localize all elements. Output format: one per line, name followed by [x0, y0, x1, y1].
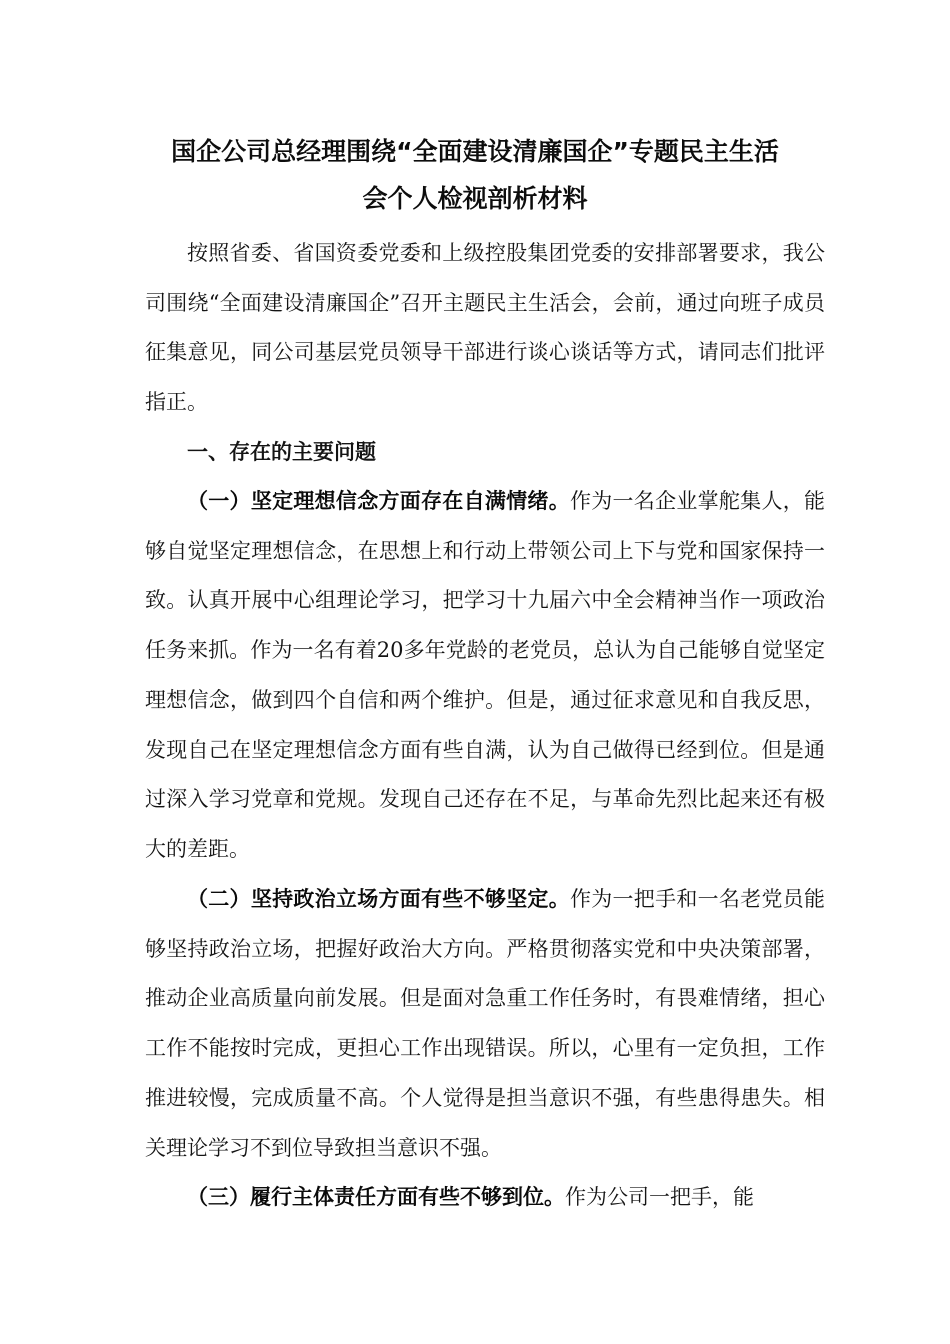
item-heading-3: （三）履行主体责任方面有些不够到位。	[187, 1185, 565, 1209]
item-paragraph-2	[145, 875, 825, 1173]
document-title-line-2: 会个人检视剖析材料	[362, 184, 588, 213]
intro-paragraph: 按照省委、省国资委党委和上级控股集团党委的安排部署要求，我公司围绕“全面建设清廉国企”召开主题民主生活会，会前，通过向班子成员征集意见，同公司基层党员领导干部进行谈心谈话等方式，请同志们批评指正。	[145, 241, 825, 415]
item-heading-2: （二）坚持政治立场方面有些不够坚定。	[187, 887, 570, 911]
item-paragraph-1	[145, 477, 825, 875]
item-heading-1: （一）坚定理想信念方面存在自满情绪。	[187, 489, 570, 513]
section-heading	[145, 428, 825, 478]
item-paragraph-3	[145, 1173, 825, 1223]
item-body-2: 作为一把手和一名老党员能够坚持政治立场，把握好政治大方向。严格贯彻落实党和中央决策部署，推动企业高质量向前发展。但是面对急重工作任务时，有畏难情绪，担心工作不能按时完成，更担心工作出现错误。所以，心里有一定负担，工作推进较慢，完成质量不高。个人觉得是担当意识不强，有些患得患失。相关理论学习不到位导致担当意识不强。	[145, 887, 826, 1160]
item-body-3: 作为公司一把手，能	[565, 1185, 754, 1209]
document-title-line-1: 国企公司总经理围绕“全面建设清廉国企”专题民主生活	[171, 137, 779, 166]
item-body-1: 作为一名企业掌舵集人，能够自觉坚定理想信念，在思想上和行动上带领公司上下与党和国家保持一致。认真开展中心组理论学习，把学习十九届六中全会精神当作一项政治任务来抓。作为一名有着20多年党龄的老党员，总认为自己能够自觉坚定理想信念，做到四个自信和两个维护。但是，通过征求意见和自我反思，发现自己在坚定理想信念方面有些自满，认为自己做得已经到位。但是通过深入学习党章和党规。发现自己还存在不足，与革命先烈比起来还有极大的差距。	[145, 489, 826, 861]
section-heading-text: 一、存在的主要问题	[187, 440, 376, 464]
